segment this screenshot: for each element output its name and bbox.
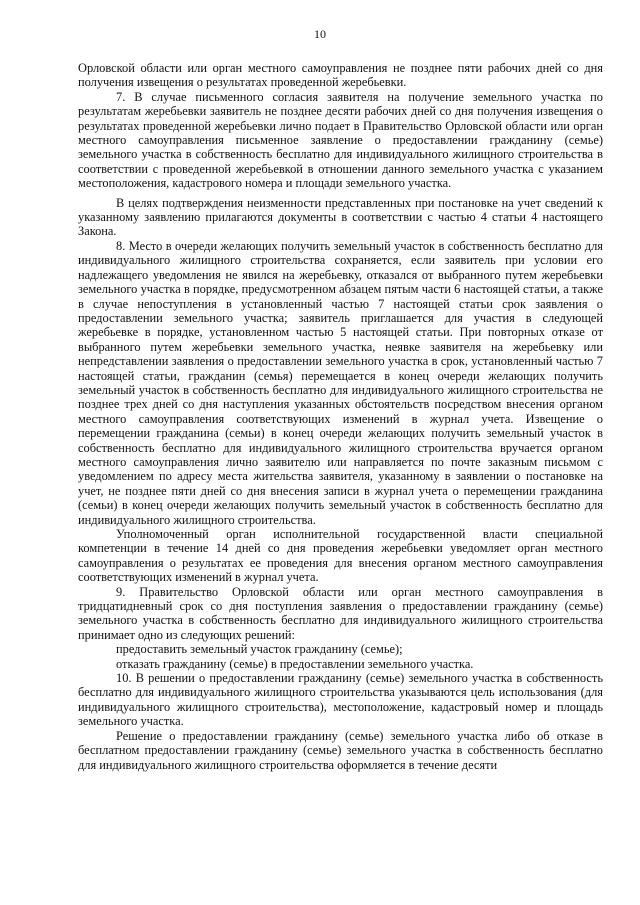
paragraph-documents: В целях подтверждения неизменности представленных при постановке на учет сведений к указанному заявлению прилагаются документы в соответствии с частью 4 статьи 4 настоящего Закона. bbox=[78, 195, 603, 239]
decision-option-refuse: отказать гражданину (семье) в предоставлении земельного участка. bbox=[116, 656, 474, 671]
paragraph-decision-formalization: Решение о предоставлении гражданину (семье) земельного участка либо об отказе в бесплатном предоставлении гражданину (семье) земельного участка в собственность бесплатно для индивидуального жилищного строительства оформляется в течение десяти bbox=[78, 728, 603, 772]
paragraph-continuation: Орловской области или орган местного самоуправления не позднее пяти рабочих дней со дня получения извещения о результатах проведенной жеребьевки. bbox=[78, 61, 603, 90]
paragraph-item-9: 9. Правительство Орловской области или орган местного самоуправления в тридцатидневный срок со дня поступления заявления о предоставлении гражданину (семье) земельного участка в собственность бесплатно для индивидуального жилищного строительства принимает одно из следующих решений: bbox=[78, 584, 603, 642]
paragraph-authorized-body: Уполномоченный орган исполнительной государственной власти специальной компетенции в течение 14 дней со дня проведения жеребьевки уведомляет орган местного самоуправления о результатах ее проведения для внесения органом местного самоуправления соответствующих изменений в журнал учета. bbox=[78, 527, 603, 585]
page-number: 10 bbox=[314, 27, 326, 41]
paragraph-item-8: 8. Место в очереди желающих получить земельный участок в собственность бесплатно для индивидуального жилищного строительства сохраняется, если заявитель при условии его надлежащего уведомления не явился на жеребьевку, отказался от выбранного путем жеребьевки земельного участка в порядке, предусмотренном абзацем пятым части 6 настоящей статьи, а также в случае непоступления в установленный частью 7 настоящей статьи срок заявления о предоставлении земельного участка; заявитель приглашается для участия в следующей жеребьевке в порядке, установленном частью 5 настоящей статьи. При повторных отказе от выбранного путем жеребьевки земельного участка, неявке заявителя на жеребьевку или непредставлении заявления о предоставлении земельного участка в срок, установленный частью 7 настоящей статьи, гражданин (семья) перемещается в конец очереди желающих получить земельный участок в собственность бесплатно для индивидуального жилищного строительства не позднее трех дней со дня наступления указанных обстоятельств посредством внесения органом местного самоуправления соответствующих изменений в журнал учета. Извещение о перемещении гражданина (семьи) в конец очереди желающих получить земельный участок в собственность бесплатно для индивидуального жилищного строительства вручается органом местного самоуправления лично заявителю или направляется по почте заказным письмом с уведомлением по адресу места жительства заявителя, указанному в заявлении о постановке на учет, не позднее пяти дней со дня внесения записи в журнал учета о перемещении гражданина (семьи) в конец очереди желающих получить земельный участок в собственность бесплатно для индивидуального жилищного строительства. bbox=[78, 238, 603, 527]
document-body bbox=[78, 61, 603, 772]
paragraph-item-7: 7. В случае письменного согласия заявителя на получение земельного участка по результатам жеребьевки заявитель не позднее десяти рабочих дней со дня получения извещения о результатах проведенной жеребьевки лично подает в Правительство Орловской области или орган местного самоуправления письменное заявление о предоставлении гражданину (семье) земельного участка в собственность бесплатно для индивидуального жилищного строительства в соответствии с проведенной жеребьевкой в отношении данного земельного участка с указанием местоположения, кадастрового номера и площади земельного участка. bbox=[78, 89, 603, 191]
paragraph-item-10: 10. В решении о предоставлении гражданину (семье) земельного участка в собственность бесплатно для индивидуального жилищного строительства указываются цель использования (для индивидуального жилищного строительства), местоположение, кадастровый номер и площадь земельного участка. bbox=[78, 671, 603, 729]
decision-option-grant: предоставить земельный участок гражданину (семье); bbox=[116, 642, 403, 657]
